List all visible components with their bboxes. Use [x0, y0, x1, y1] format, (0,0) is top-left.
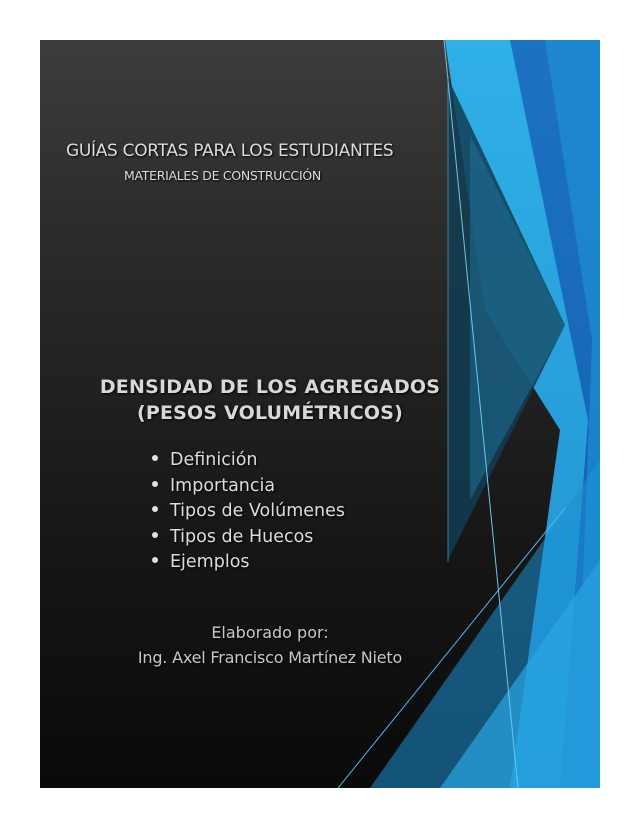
- bullet-icon: [152, 455, 158, 461]
- list-item: Ejemplos: [152, 550, 345, 576]
- bullet-icon: [152, 506, 158, 512]
- cover-page: [40, 40, 600, 788]
- list-item: Tipos de Huecos: [152, 525, 345, 551]
- main-title-line-1: DENSIDAD DE LOS AGREGADOS: [99, 376, 441, 398]
- bullet-icon: [152, 532, 158, 538]
- bullet-icon: [152, 481, 158, 487]
- credits-label: Elaborado por:: [211, 623, 329, 642]
- topic-list: [152, 448, 345, 576]
- list-item: Definición: [152, 448, 345, 474]
- list-item: Tipos de Volúmenes: [152, 499, 345, 525]
- author-name: Ing. Axel Francisco Martínez Nieto: [137, 648, 403, 667]
- series-title: GUÍAS CORTAS PARA LOS ESTUDIANTES: [66, 141, 394, 161]
- main-title-line-2: (PESOS VOLUMÉTRICOS): [136, 402, 404, 424]
- subject-title: MATERIALES DE CONSTRUCCIÓN: [124, 168, 321, 183]
- list-item: Importancia: [152, 474, 345, 500]
- bullet-icon: [152, 557, 158, 563]
